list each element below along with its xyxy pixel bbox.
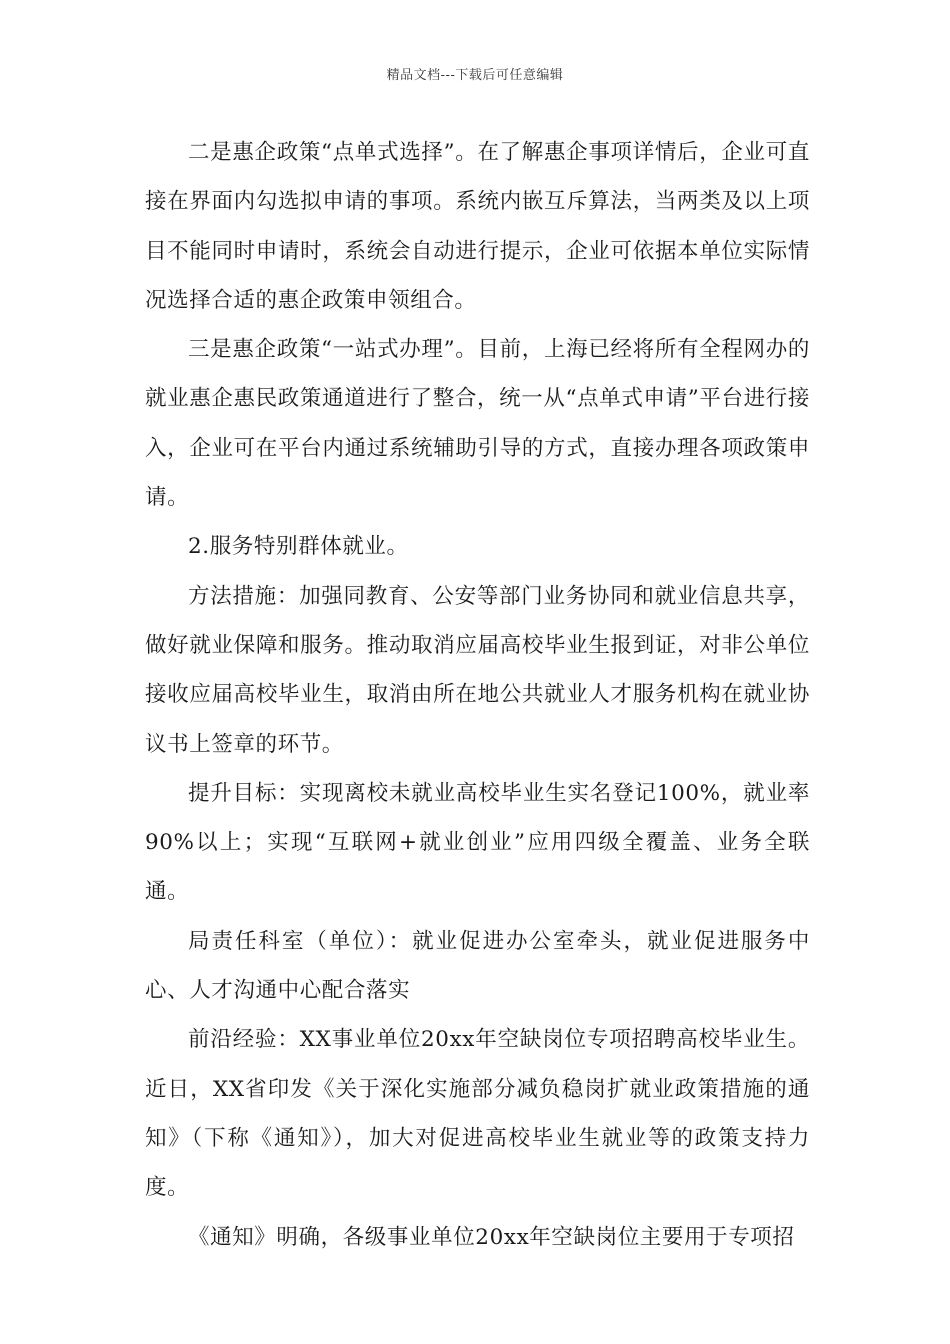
paragraph-point-two: 二是惠企政策“点单式选择”。在了解惠企事项详情后，企业可直接在界面内勾选拟申请的事项。系统内嵌互斥算法，当两类及以上项目不能同时申请时，系统会自动进行提示，企业可依据本单位实际情况选择合适的惠企政策申领组合。 bbox=[145, 140, 810, 313]
paragraph-responsible-office: 局责任科室（单位）：就业促进办公室牵头，就业促进服务中心、人才沟通中心配合落实 bbox=[145, 928, 810, 1004]
page-header: 精品文档---下载后可任意编辑 bbox=[386, 68, 564, 83]
paragraph-frontier-experience: 前沿经验：XX事业单位20xx年空缺岗位专项招聘高校毕业生。近日，XX省印发《关于深化实施部分减负稳岗扩就业政策措施的通知》（下称《通知》），加大对促进高校毕业生就业等的政策支持力度。 bbox=[145, 1027, 810, 1201]
paragraph-point-three: 三是惠企政策“一站式办理”。目前，上海已经将所有全程网办的就业惠企惠民政策通道进行了整合，统一从“点单式申请”平台进行接入，企业可在平台内通过系统辅助引导的方式，直接办理各项政策申请。 bbox=[145, 337, 810, 511]
section-heading-special-groups: 2.服务特别群体就业。 bbox=[188, 534, 409, 560]
paragraph-methods: 方法措施：加强同教育、公安等部门业务协同和就业信息共享，做好就业保障和服务。推动取消应届高校毕业生报到证，对非公单位接收应届高校毕业生，取消由所在地公共就业人才服务机构在就业协议书上签章的环节。 bbox=[145, 583, 810, 757]
document-body bbox=[145, 128, 810, 1262]
paragraph-targets: 提升目标：实现离校未就业高校毕业生实名登记100%，就业率90%以上；实现“互联网+就业创业”应用四级全覆盖、业务全联通。 bbox=[145, 780, 810, 905]
paragraph-notice: 《通知》明确，各级事业单位20xx年空缺岗位主要用于专项招 bbox=[188, 1224, 795, 1250]
